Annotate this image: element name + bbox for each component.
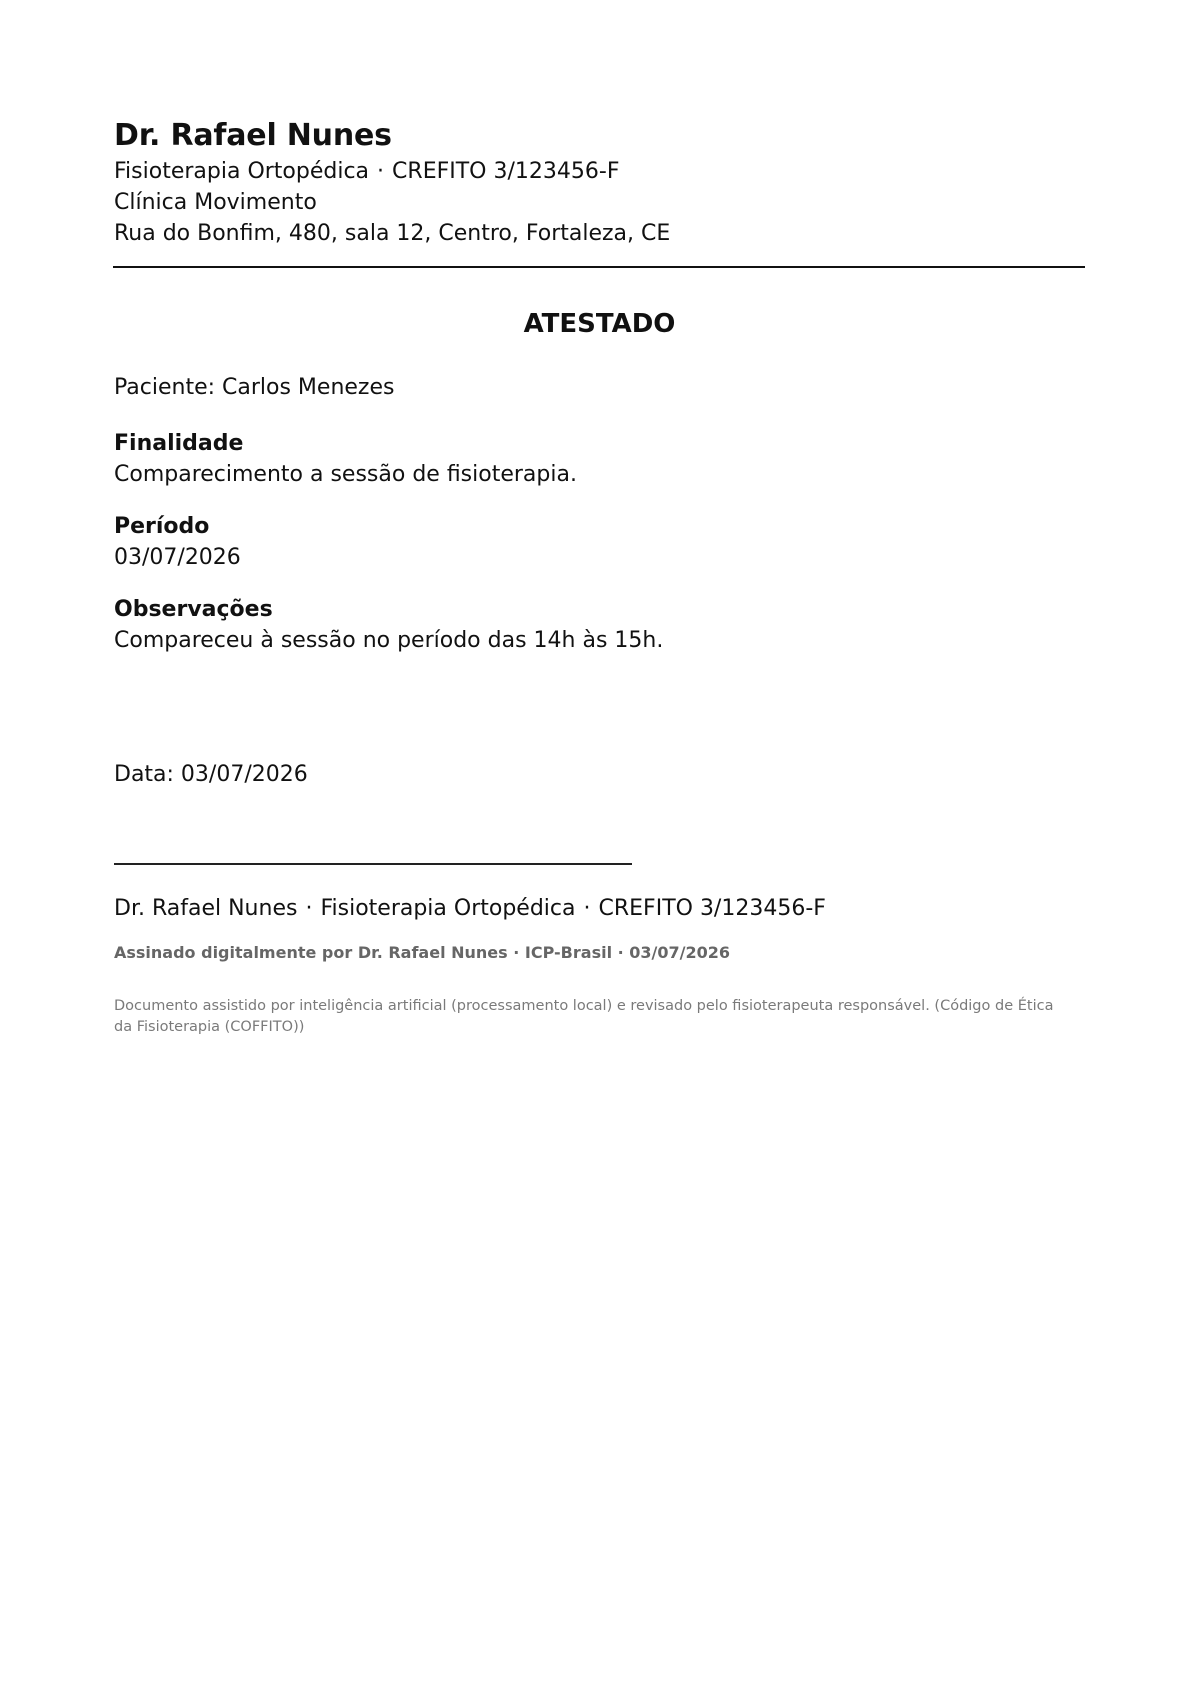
patient-line: Paciente: Carlos Menezes bbox=[114, 375, 395, 400]
field-label: Período bbox=[114, 514, 210, 539]
ai-disclaimer: Documento assistido por inteligência artificial (processamento local) e revisado pelo fisioterapeuta responsável. (Código de Ética da Fisioterapia (COFFITO)) bbox=[114, 998, 1054, 1035]
header-divider bbox=[113, 266, 1085, 268]
clinic-name: Clínica Movimento bbox=[114, 190, 317, 215]
field-label: Observações bbox=[114, 597, 273, 622]
separator: · bbox=[305, 896, 313, 921]
signer-registration: CREFITO 3/123456-F bbox=[598, 896, 826, 921]
letterhead bbox=[114, 116, 1084, 249]
digital-signature-note: Assinado digitalmente por Dr. Rafael Nunes · ICP-Brasil · 03/07/2026 bbox=[114, 943, 731, 962]
registration-number: CREFITO 3/123456-F bbox=[392, 159, 620, 184]
field-finalidade bbox=[114, 428, 1074, 490]
document-date: Data: 03/07/2026 bbox=[114, 762, 308, 787]
clinic-address: Rua do Bonfim, 480, sala 12, Centro, Fortaleza, CE bbox=[114, 221, 671, 246]
signer-specialty: Fisioterapia Ortopédica bbox=[320, 896, 576, 921]
signature-identification bbox=[114, 893, 826, 924]
separator: · bbox=[583, 896, 591, 921]
field-label: Finalidade bbox=[114, 431, 244, 456]
field-value: Comparecimento a sessão de fisioterapia. bbox=[114, 462, 577, 487]
field-value: 03/07/2026 bbox=[114, 545, 241, 570]
date-block bbox=[114, 759, 1074, 790]
doctor-name: Dr. Rafael Nunes bbox=[114, 118, 392, 153]
patient-block bbox=[114, 372, 1074, 403]
document-title-text: ATESTADO bbox=[523, 309, 676, 339]
field-observacoes bbox=[114, 594, 1074, 656]
specialty-registration-line bbox=[114, 156, 1084, 187]
separator: · bbox=[377, 159, 385, 184]
signature-line bbox=[114, 863, 632, 865]
specialty: Fisioterapia Ortopédica bbox=[114, 159, 370, 184]
field-value: Compareceu à sessão no período das 14h às 15h. bbox=[114, 628, 664, 653]
document-title bbox=[0, 306, 1191, 342]
signer-name: Dr. Rafael Nunes bbox=[114, 896, 298, 921]
field-periodo bbox=[114, 511, 1074, 573]
